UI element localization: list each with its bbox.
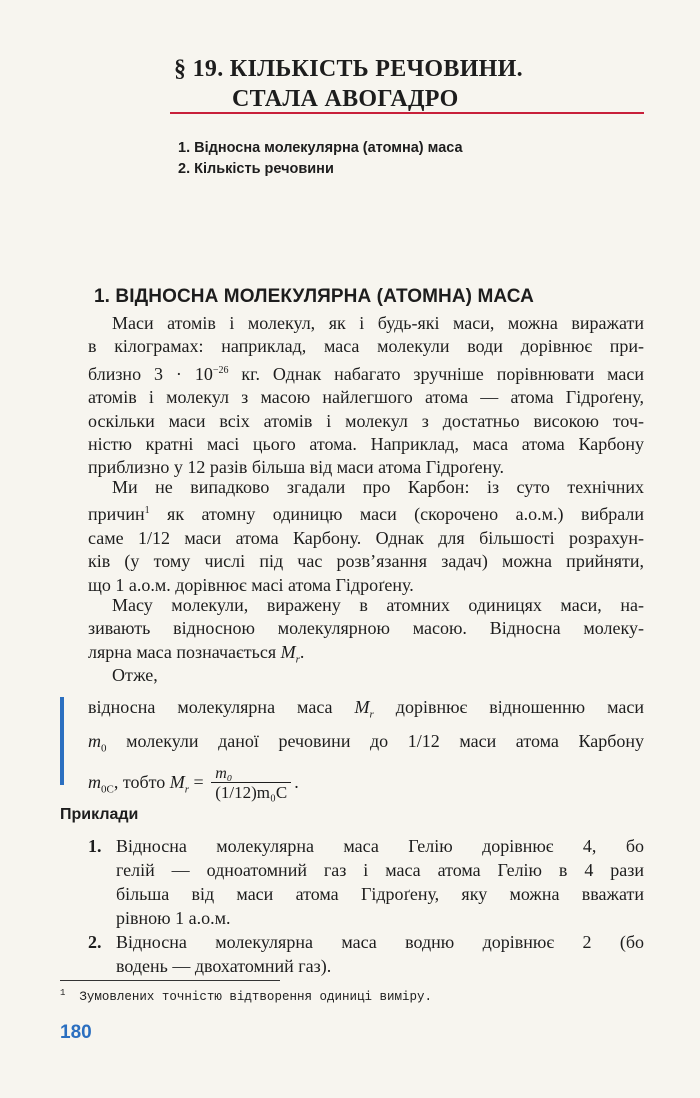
text-line: лярна маса позначається $M_r$. [88, 641, 305, 666]
text-line: Отже, [112, 665, 158, 685]
title-underline [170, 112, 644, 114]
example-text: Відносна молекулярна маса Гелію дорівнює 4, бо гелій — одноатомний газ і маса атома Гелію в 4 рази більша від маси атома Гідроґену, яку можна вважати рівною 1 а.о.м. [116, 836, 644, 928]
text-line: саме 1/12 маси атома Карбону. Однак для більшості розрахун- [88, 527, 644, 548]
page-number: 180 [60, 1022, 92, 1043]
contents-item-1: 1. Відносна молекулярна (атомна) маса [178, 140, 463, 156]
definition-line: відносна молекулярна маса $M_r$ дорівнює відношенню маси [88, 697, 644, 721]
text-line: зивають відносною молекулярною масою. Відносна молеку- [88, 618, 644, 639]
fraction-numerator: m₀ [211, 765, 291, 783]
example-item-1 [88, 834, 644, 930]
text-line: ків (у тому числі під час розв’язання задач) можна прийняти, [88, 551, 644, 572]
text-line: приблизно у 12 разів більша від маси атома Гідроґену. [88, 457, 504, 478]
text-line: близно $3 \cdot 10^{-26}$ кг. Однак набагато зручніше порівнювати маси [88, 363, 645, 384]
footnote-text: Зумовлених точністю відтворення одиниці виміру. [79, 990, 432, 1005]
section-contents [178, 138, 463, 180]
example-item-2 [88, 930, 644, 978]
text-line: причин$^1$ як атомну одиницю маси (скорочено а.о.м.) вибрали [88, 504, 644, 525]
fraction-denominator: (1/12)m₀C [215, 783, 288, 803]
footnote-ref: 1 [144, 505, 150, 517]
text-line: Маси атомів і молекул, як і будь-які маси, можна виражати [112, 313, 644, 333]
paragraph-1 [88, 312, 644, 480]
paragraph-2 [88, 476, 644, 597]
definition-marker-bar [60, 697, 64, 785]
text-line: атомів і молекул з масою найлегшого атома — атома Гідроґену, [88, 387, 644, 408]
text-line: ністю кратні масі цього атома. Наприклад, маса атома Карбону [88, 434, 644, 455]
text-line: в кілограмах: наприклад, маса молекули води дорівнює при- [88, 336, 644, 357]
paragraph-4 [88, 664, 644, 687]
example-number: 1. [88, 836, 102, 856]
section-title-line-2: СТАЛА АВОГАДРО [232, 86, 459, 112]
text-line: оскільки маси всіх атомів і молекул з достатньо високою точ- [88, 410, 644, 431]
text-line: що 1 а.о.м. дорівнює масі атома Гідроґену. [88, 574, 414, 595]
contents-item-2: 2. Кількість речовини [178, 161, 334, 177]
section-title-line-1: § 19. КІЛЬКІСТЬ РЕЧОВИНИ. [174, 56, 523, 82]
definition-box [88, 694, 644, 811]
formula-fraction [211, 765, 291, 803]
exponent: −26 [212, 364, 229, 376]
subsection-heading: 1. ВІДНОСНА МОЛЕКУЛЯРНА (АТОМНА) МАСА [94, 286, 534, 307]
example-text: Відносна молекулярна маса водню дорівнює 2 (бо водень — двохатомний газ). [116, 932, 644, 976]
example-number: 2. [88, 932, 102, 952]
section-title [174, 54, 523, 114]
text-line: Ми не випадково згадали про Карбон: із суто технічних [112, 477, 644, 497]
paragraph-3 [88, 594, 644, 672]
footnote-mark: 1 [60, 988, 66, 998]
footnote [60, 988, 432, 1004]
definition-line: $m_0$ молекули даної речовини до 1/12 маси атома Карбону [88, 730, 644, 755]
definition-formula-line: $m_{0C}$, тобто $M_r$ = $\frac{\text{m₀}}{\text{(1/12)m₀C}}$ . [88, 765, 299, 803]
text-line: Масу молекули, виражену в атомних одиницях маси, на- [112, 595, 644, 615]
examples-heading: Приклади [60, 806, 139, 823]
footnote-divider [60, 980, 280, 981]
